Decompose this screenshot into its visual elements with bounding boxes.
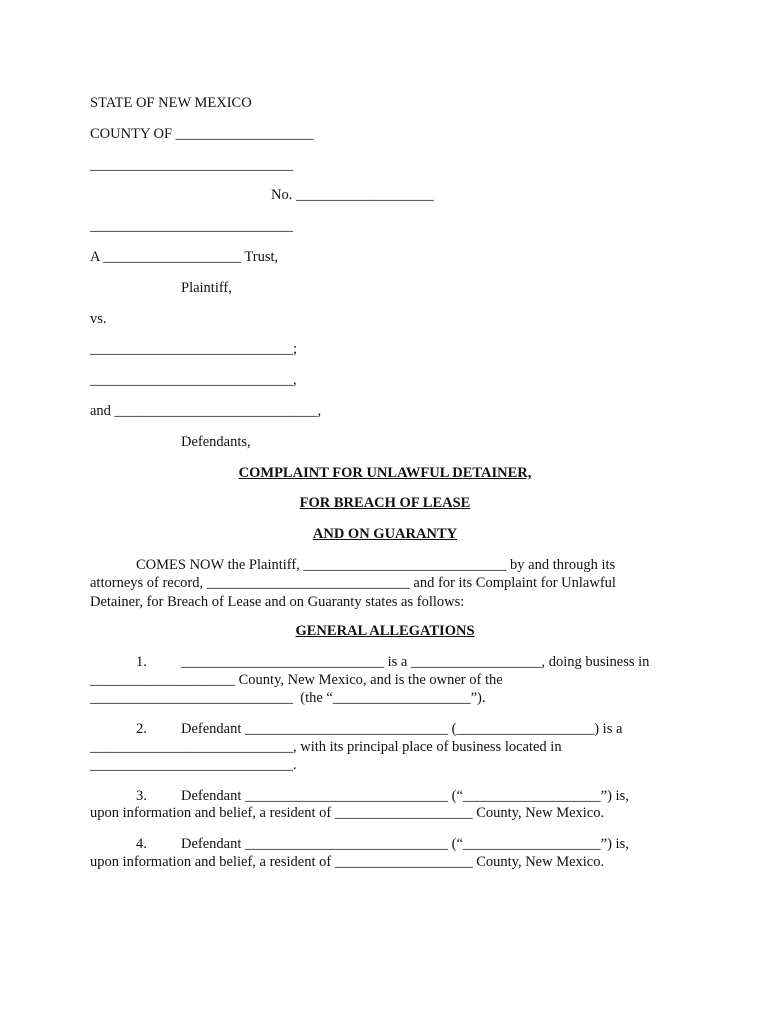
allegation-number: 3.	[136, 788, 147, 804]
allegation-text: upon information and belief, a resident of ___________________ County, New Mexico.	[90, 805, 605, 821]
intro-paragraph: attorneys of record, ____________________________ and for its Complaint for Unlawful	[90, 575, 616, 591]
defendant-line: and ____________________________,	[90, 403, 322, 419]
case-number: No. ___________________	[271, 187, 434, 203]
document-title: COMPLAINT FOR UNLAWFUL DETAINER,	[238, 465, 532, 481]
defendant-line: ____________________________;	[90, 341, 298, 357]
defendant-line: ____________________________,	[90, 372, 297, 388]
intro-paragraph: Detainer, for Breach of Lease and on Guaranty states as follows:	[90, 594, 465, 610]
allegation-number: 4.	[136, 836, 147, 852]
plaintiff-name: A ___________________ Trust,	[90, 249, 279, 265]
plaintiff-label: Plaintiff,	[181, 280, 232, 296]
blank-line: ____________________________	[90, 218, 293, 234]
allegation-text: upon information and belief, a resident of ___________________ County, New Mexico.	[90, 854, 605, 870]
document-title: FOR BREACH OF LEASE	[299, 495, 471, 511]
allegation-text: ____________________ County, New Mexico, and is the owner of the	[90, 672, 503, 688]
defendants-label: Defendants,	[181, 434, 251, 450]
allegation-text: ____________________________, with its principal place of business located in	[90, 739, 562, 755]
versus-label: vs.	[90, 311, 107, 327]
allegation-text: ____________________________ (the “___________________”).	[90, 690, 486, 706]
county-line: COUNTY OF ___________________	[90, 126, 314, 142]
allegation-text: Defendant ____________________________ (“___________________”) is,	[181, 788, 629, 804]
intro-paragraph: COMES NOW the Plaintiff, ____________________________ by and through its	[136, 557, 616, 573]
allegation-text: Defendant ____________________________ (___________________) is a	[181, 721, 623, 737]
allegation-number: 1.	[136, 654, 147, 670]
allegation-text: ____________________________ is a __________________, doing business in	[181, 654, 650, 670]
allegation-number: 2.	[136, 721, 147, 737]
state-line: STATE OF NEW MEXICO	[90, 95, 252, 111]
allegation-text: Defendant ____________________________ (“___________________”) is,	[181, 836, 629, 852]
allegation-text: ____________________________.	[90, 757, 297, 773]
section-heading: GENERAL ALLEGATIONS	[295, 623, 475, 639]
blank-line: ____________________________	[90, 157, 293, 173]
document-title: AND ON GUARANTY	[312, 526, 458, 542]
